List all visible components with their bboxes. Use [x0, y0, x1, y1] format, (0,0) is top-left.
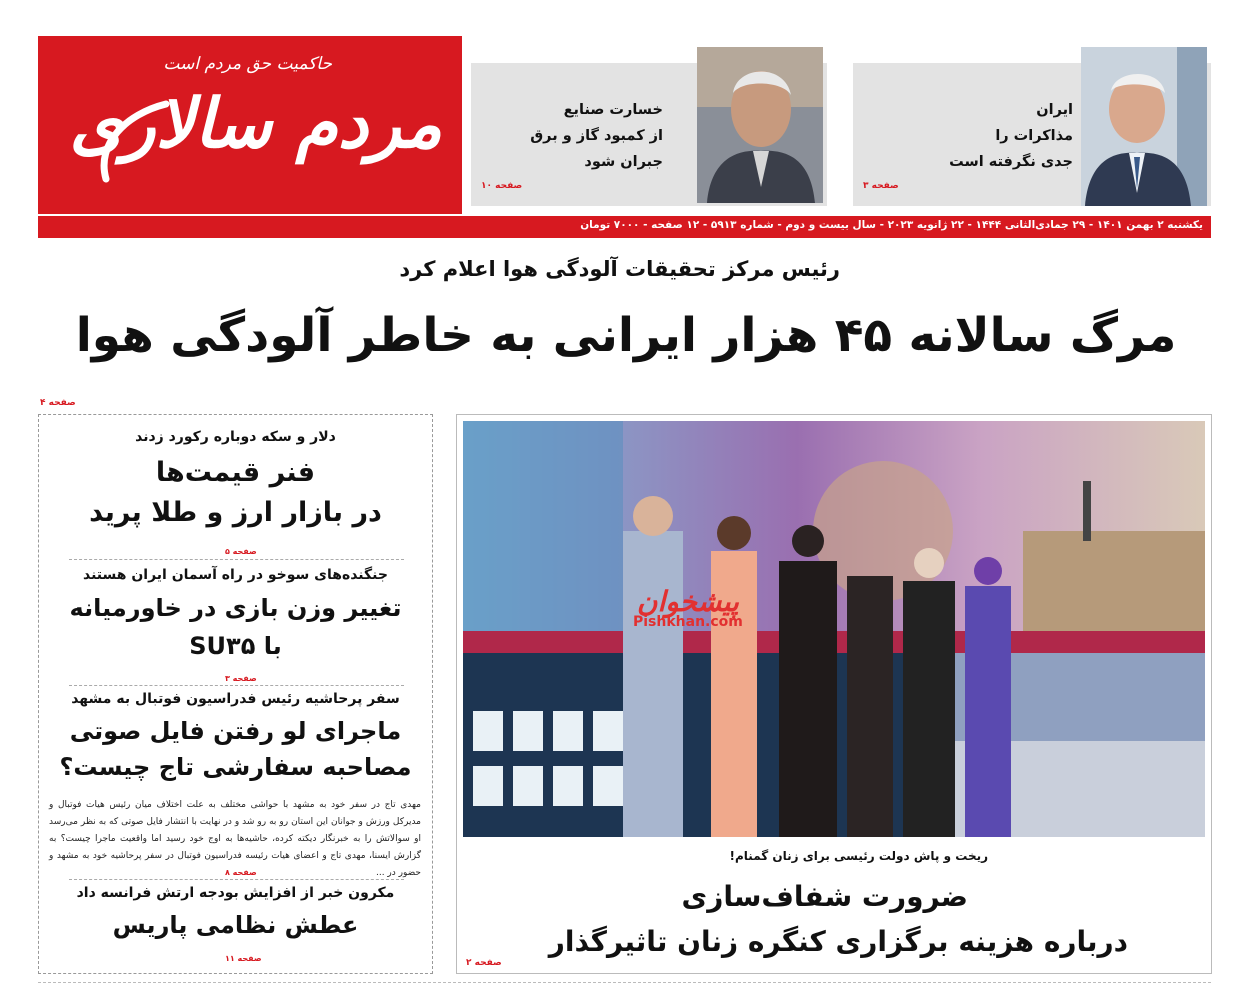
watermark-brand: پیشخوان	[636, 585, 739, 618]
portrait-photo-elder	[697, 47, 823, 203]
story-football-page: صفحه ۸	[225, 868, 257, 877]
story-macron-kicker: مکرون خبر از افزایش بودجه ارتش فرانسه داد	[76, 885, 395, 901]
story-currency-headline-1: فنر قیمت‌ها	[155, 457, 316, 488]
congress-photo	[463, 421, 1205, 837]
story-sukhoi-headline-2: با SU۳۵	[189, 632, 282, 660]
teaser-industry-page: صفحه ۱۰	[481, 181, 523, 191]
main-headline[interactable]: مرگ سالانه ۴۵ هزار ایرانی به خاطر آلودگی هوا	[75, 308, 1177, 363]
story-sukhoi-page: صفحه ۳	[225, 674, 257, 683]
story-currency-page: صفحه ۵	[225, 547, 257, 556]
divider	[69, 559, 404, 560]
watermark	[633, 585, 743, 630]
story-macron-page: صفحه ۱۱	[225, 954, 262, 963]
bottom-rule	[38, 982, 1211, 983]
story-currency-kicker: دلار و سکه دوباره رکورد زدند	[135, 429, 336, 445]
photo-headline-2[interactable]: درباره هزینه برگزاری کنگره زنان تاثیرگذار	[548, 925, 1128, 958]
lead-photo	[463, 421, 1205, 837]
teaser-iran-page: صفحه ۳	[863, 181, 899, 191]
story-currency[interactable]	[39, 429, 432, 533]
story-sukhoi[interactable]	[39, 567, 432, 665]
masthead	[38, 36, 462, 214]
left-column	[38, 414, 433, 974]
story-football-headline-2: مصاحبه سفارشی تاج چیست؟	[59, 753, 412, 781]
divider	[69, 685, 404, 686]
photo-caption: ریخت و پاش دولت رئیسی برای زنان گمنام!	[729, 849, 988, 863]
date-line: یکشنبه ۲ بهمن ۱۴۰۱ - ۲۹ جمادی‌الثانی ۱۴۴۴ - ۲۲ ژانویه ۲۰۲۳ - سال بیست و دوم - شماره ۵۹۱۳ - ۱۲ صفحه - ۷۰۰۰ تومان	[580, 219, 1203, 231]
story-macron[interactable]	[39, 885, 432, 943]
watermark-url: Pishkhan.com	[633, 614, 743, 630]
teaser-iran[interactable]	[853, 63, 1211, 206]
story-sukhoi-headline-1: تغییر وزن بازی در خاورمیانه	[69, 594, 402, 622]
date-bar	[38, 216, 1211, 238]
story-currency-headline-2: در بازار ارز و طلا پرید	[89, 497, 382, 528]
story-football-body: مهدی تاج در سفر خود به مشهد با حواشی مختلف به علت اختلاف میان رئیس هیات فوتبال و مدیرکل ورزش و جوانان این استان رو به رو شد و در نهایت با انتشار فایل صوتی که به نظر می‌رسد او سوالاتش را به خبرنگار دیکته کرده، حاشیه‌ها به اوج خود رسید اما واقعیت ماجرا چیست؟ به گزارش ایسنا، مهدی تاج و اعضای هیات رئیسه فدراسیون فوتبال در سفر پرحاشیه خود به مشهد و حضور در ...	[49, 800, 421, 878]
teaser-iran-text: ایران مذاکرات را جدی نگرفته است	[949, 102, 1073, 170]
left-column-page: صفحه ۴	[40, 398, 76, 408]
divider	[69, 879, 404, 880]
masthead-swoosh-icon	[86, 94, 176, 184]
masthead-title: مردم سالاری	[69, 84, 442, 164]
portrait-photo-spokesman	[1081, 47, 1207, 206]
main-kicker: رئیس مرکز تحقیقات آلودگی هوا اعلام کرد	[399, 257, 840, 281]
story-sukhoi-kicker: جنگنده‌های سوخو در راه آسمان ایران هستند	[83, 567, 388, 583]
photo-story-page: صفحه ۲	[466, 958, 502, 968]
teaser-industry-text: خسارت صنایع از کمبود گاز و برق جبران شود	[530, 102, 663, 170]
teaser-industry[interactable]	[471, 63, 827, 206]
story-football-headline-1: ماجرای لو رفتن فایل صوتی	[69, 717, 402, 745]
story-football-kicker: سفر پرحاشیه رئیس فدراسیون فوتبال به مشهد	[71, 691, 400, 707]
masthead-slogan: حاکمیت حق مردم است	[163, 54, 332, 74]
story-football[interactable]	[39, 691, 432, 785]
story-macron-headline: عطش نظامی پاریس	[112, 911, 359, 939]
photo-headline-1[interactable]: ضرورت شفاف‌سازی	[681, 880, 968, 913]
